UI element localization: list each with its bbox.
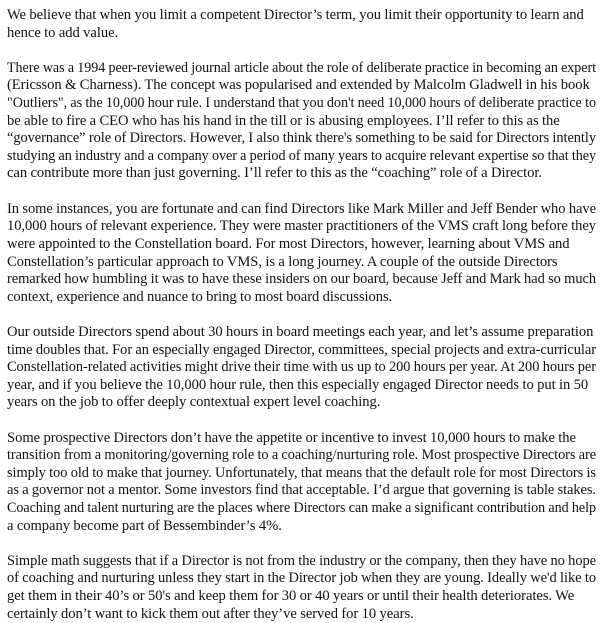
paragraph-simple-math (7, 552, 597, 623)
paragraph-hours-math (7, 323, 597, 412)
text-line: We believe that when you limit a competent Director’s term, you limit their opportunity to learn and (7, 7, 584, 23)
paragraph-term-limits (7, 7, 594, 42)
text-line: were appointed to the Constellation board. For most Directors, however, learning about VMS and (7, 235, 570, 252)
text-line: 10,000 hours of relevant experience. They were master practitioners of the VMS craft long before they (7, 218, 596, 235)
text-line: transition from a monitoring/governing role to a coaching/nurturing role. Most prospective Directors are (7, 447, 597, 464)
text-line: "Outliers", as the 10,000 hour rule. I understand that you don't need 10,000 hours of deliberate practice to (7, 95, 596, 112)
text-line: In some instances, you are fortunate and can find Directors like Mark Miller and Jeff Bender who have (7, 200, 596, 217)
text-line: Simple math suggests that if a Director is not from the industry or the company, then they have no hope (7, 552, 597, 569)
text-line: There was a 1994 peer-reviewed journal article about the role of deliberate practice in becoming an expert (7, 59, 596, 76)
text-line: time doubles that. For an especially engaged Director, committees, special projects and extra-curricular (7, 341, 597, 358)
text-line: Coaching and talent nurturing are the places where Directors can make a significant contribution and help (7, 500, 597, 516)
text-line: remarked how humbling it was to have these insiders on our board, because Jeff and Mark had so much (7, 271, 596, 288)
text-line: Constellation’s particular approach to VMS, is a long journey. A couple of the outside Directors (7, 253, 558, 270)
text-line: Some prospective Directors don’t have the appetite or incentive to invest 10,000 hours to make the (7, 429, 576, 446)
text-line: Constellation-related activities might drive their time with us up to 200 hours per year. At 200 hours per (7, 359, 596, 376)
paragraph-deliberate-practice (7, 60, 594, 183)
text-line: years on the job to offer deeply contextual expert level coaching. (7, 394, 381, 411)
text-line: hence to add value. (7, 24, 119, 41)
text-line: get them in their 40’s or 50's and keep them for 30 or 40 years or until their health deteriorates. We (7, 588, 575, 605)
text-line: (Ericsson & Charness). The concept was popularised and extended by Malcolm Gladwell in his book (7, 77, 590, 94)
text-line: year, and if you believe the 10,000 hour rule, then this especially engaged Director needs to put in 50 (7, 376, 589, 393)
text-line: studying an industry and a company over a period of many years to acquire relevant expertise so that they (7, 147, 596, 164)
paragraph-insider-directors (7, 201, 594, 307)
text-line: a company become part of Bessembinder’s 4%. (7, 517, 282, 534)
text-line: be able to fire a CEO who has his hand in the till or is abusing employees. I’ll refer to this as the (7, 112, 560, 129)
text-line: “governance” role of Directors. However, I also think there's something to be said for Directors intently (7, 130, 596, 147)
text-line: certainly don’t want to kick them out after they’ve served for 10 years. (7, 605, 414, 622)
text-line: of coaching and nurturing unless they start in the Director job when they are young. Ideally we'd like to (7, 570, 596, 587)
text-line: as a governor not a mentor. Some investors find that acceptable. I’d argue that governing is table stakes. (7, 482, 596, 499)
text-line: can contribute more than just governing. I’ll refer to this as the “coaching” role of a Director. (7, 165, 542, 182)
paragraph-governing-vs-coaching (7, 429, 597, 536)
text-line: simply too old to make that journey. Unfortunately, that means that the default role for most Directors is (7, 464, 596, 481)
text-line: Our outside Directors spend about 30 hours in board meetings each year, and let’s assume preparation (7, 323, 594, 340)
text-line: context, experience and nuance to bring to most board discussions. (7, 288, 393, 305)
